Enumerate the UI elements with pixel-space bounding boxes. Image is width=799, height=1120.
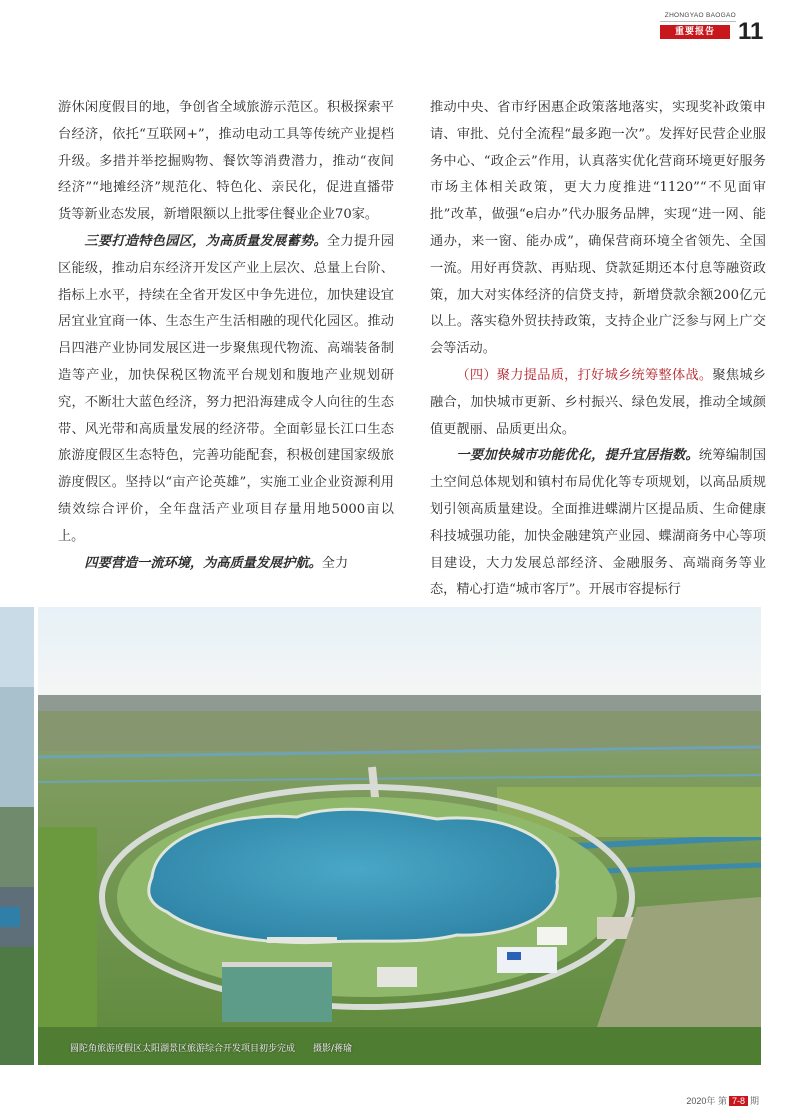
footer-year: 2020年 [686,1096,716,1106]
footer-qi: 期 [749,1096,759,1106]
aerial-lake-photo [37,607,761,1065]
left-paragraph-3 [58,551,394,578]
left-paragraph-2 [58,229,394,551]
left-heading-3: 四要营造一流环境，为高质量发展护航。 [84,555,322,571]
right-paragraph-3 [430,443,766,604]
right-heading-3: 一要加快城市功能优化，提升宜居指数。 [456,448,699,464]
left-text-column [58,95,394,585]
section-label: 重要报告 [660,25,730,39]
side-photo-strip [0,607,34,1065]
right-paragraph-1: 推动中央、省市纾困惠企政策落地落实，实现奖补政策申请、审批、兑付全流程“最多跑一次”。发挥好民营企业服务中心、“政企云”作用，认真落实优化营商环境更好服务市场主体相关政策，更大力度推进“1120”“不见面审批”改革，做强“e启办”代办服务品牌，实现“进一网、能通办，来一窗、能办成”，确保营商环境全省领先、全国一流。用好再贷款、再贴现、贷款延期还本付息等融资政策，加大对实体经济的信贷支持，新增贷款余额200亿元以上。落实稳外贸扶持政策，支持企业广泛参与网上广交会等活动。 [430,100,766,357]
right-body-2: 聚焦城乡融合，加快城市更新、乡村振兴、绿色发展，推动全域颜值更靓丽、品质更出众。 [430,367,766,437]
left-heading-2: 三要打造特色园区，为高质量发展蓄势。 [84,233,327,249]
right-body-3: 统筹编制国土空间总体规划和镇村布局优化等专项规划，以高品质规划引领高质量建设。全面推进蝶湖片区提品质、生命健康科技城强功能，加快金融建筑产业园、蝶湖商务中心等项目建设，大力发展总部经济、金融服务、高端商务等业态，精心打造“城市客厅”。开展市容提标行 [430,448,767,598]
page-header [0,0,799,52]
footer-issue: 7-8 [729,1096,748,1106]
left-body-3: 全力 [321,555,349,571]
right-section-heading: （四）聚力提品质，打好城乡统筹整体战。 [456,367,713,383]
photo-caption: 圆陀角旅游度假区太阳湖景区旅游综合开发项目初步完成 摄影/蒋瑜 [70,1044,353,1054]
page-number: 11 [738,18,764,45]
left-paragraph-1: 游休闲度假目的地，争创省全域旅游示范区。积极探索平台经济，依托“互联网+”，推动电动工具等传统产业提档升级。多措并举挖掘购物、餐饮等消费潜力，推动“夜间经济”“地摊经济”规范化、特色化、亲民化，促进直播带货等新业态发展，新增限额以上批零住餐业企业70家。 [58,100,394,223]
header-divider [660,21,736,22]
right-paragraph-2 [430,363,766,443]
right-text-column [430,95,767,598]
left-body-2: 全力提升园区能级，推动启东经济开发区产业上层次、总量上台阶、指标上水平，持续在全省开发区中争先进位，加快建设宜居宜业宜商一体、生态生产生活相融的现代化园区。推动吕四港产业协同发展区进一步聚焦现代物流、高端装备制造等产业，加快保税区物流平台规划和腹地产业规划研究，不断壮大蓝色经济，努力把沿海建成令人向往的生态带、风光带和高质量发展的经济带。全面彰显长江口生态旅游度假区生态特色，完善功能配套，积极创建国家级旅游度假区。坚持以“亩产论英雄”，实施工业企业资源利用绩效综合评价，全年盘活产业项目存量用地5000亩以上。 [58,233,395,544]
footer-di: 第 [717,1096,727,1106]
header-english-title: ZHONGYAO BAOGAO [664,12,736,19]
page-footer [686,1094,759,1107]
